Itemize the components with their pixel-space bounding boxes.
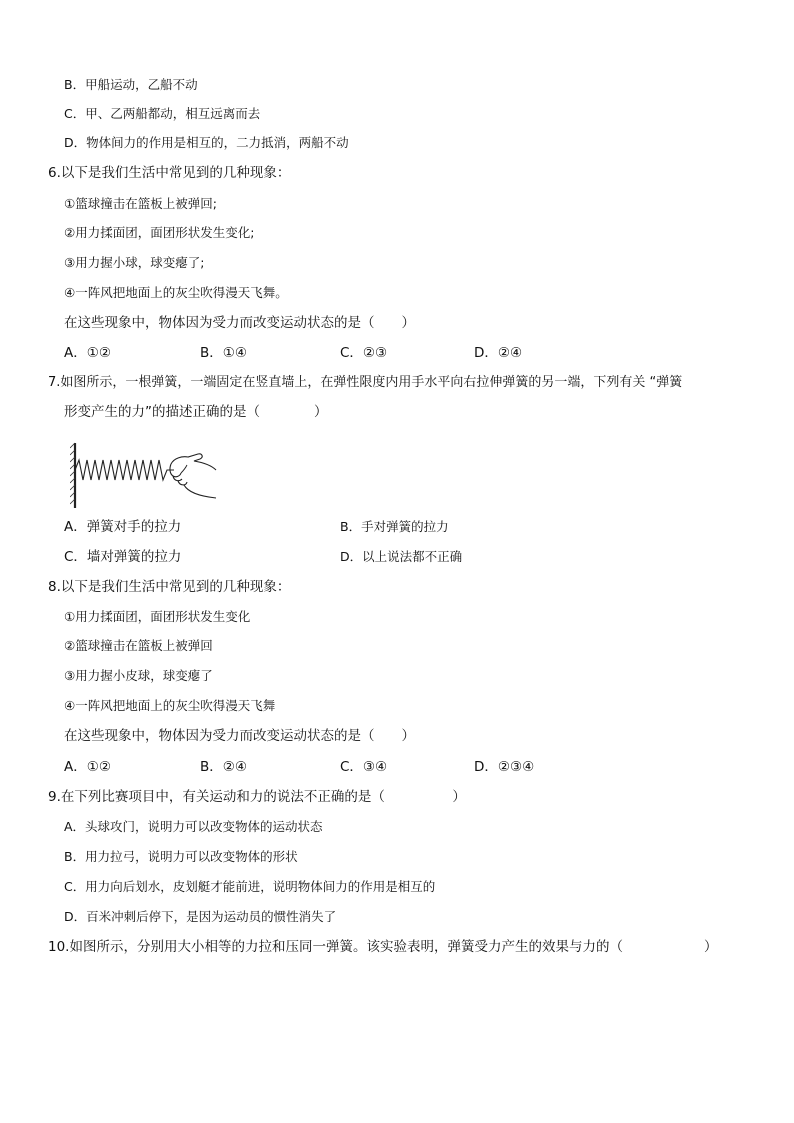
q8-item-3: ③用力握小皮球，球变瘪了 <box>64 668 213 683</box>
q8-question: 在这些现象中，物体因为受力而改变运动状态的是（ ） <box>64 728 415 744</box>
q5-option-b: B．甲船运动，乙船不动 <box>64 77 198 92</box>
q10-stem: 10.如图所示，分别用大小相等的力拉和压同一弹簧。该实验表明，弹簧受力产生的效果与力的（ ） <box>48 939 718 955</box>
q6-item-4: ④一阵风把地面上的灰尘吹得漫天飞舞。 <box>64 285 288 300</box>
q9-option-d: D．百米冲刺后停下，是因为运动员的惯性消失了 <box>64 909 337 924</box>
q7-stem-line1: 7.如图所示，一根弹簧，一端固定在竖直墙上，在弹性限度内用手水平向右拉伸弹簧的另一端，下列有关 “弹簧 <box>48 375 683 390</box>
q7-option-c: C．墙对弹簧的拉力 <box>64 549 182 565</box>
q8-stem: 8.以下是我们生活中常见到的几种现象： <box>48 579 291 595</box>
q9-option-a: A．头球攻门，说明力可以改变物体的运动状态 <box>64 819 323 834</box>
q6-option-d: D．②④ <box>474 345 523 361</box>
q8-option-a: A．①② <box>64 759 111 775</box>
q6-option-c: C．②③ <box>340 345 388 361</box>
q6-question: 在这些现象中，物体因为受力而改变运动状态的是（ ） <box>64 315 415 331</box>
q7-option-d: D．以上说法都不正确 <box>340 549 463 564</box>
q7-option-b: B．手对弹簧的拉力 <box>340 519 449 534</box>
q6-item-3: ③用力握小球，球变瘪了; <box>64 255 205 270</box>
q8-item-4: ④一阵风把地面上的灰尘吹得漫天飞舞 <box>64 698 276 713</box>
q9-stem: 9.在下列比赛项目中，有关运动和力的说法不正确的是（ ） <box>48 789 466 805</box>
q8-item-2: ②篮球撞击在篮板上被弹回 <box>64 638 213 653</box>
q6-item-1: ①篮球撞击在篮板上被弹回; <box>64 196 217 211</box>
q6-option-b: B．①④ <box>200 345 247 361</box>
q9-option-b: B．用力拉弓，说明力可以改变物体的形状 <box>64 849 298 864</box>
q5-option-c: C．甲、乙两船都动，相互远离而去 <box>64 106 261 121</box>
q8-option-c: C．③④ <box>340 759 388 775</box>
q7-stem-line2: 形变产生的力”的描述正确的是（ ） <box>64 404 328 420</box>
q7-option-a: A．弹簧对手的拉力 <box>64 519 182 535</box>
spring-hand-figure <box>70 440 220 512</box>
q9-option-c: C．用力向后划水，皮划艇才能前进，说明物体间力的作用是相互的 <box>64 879 436 894</box>
q6-stem: 6.以下是我们生活中常见到的几种现象： <box>48 165 291 181</box>
q8-option-b: B．②④ <box>200 759 247 775</box>
q5-option-d: D．物体间力的作用是相互的，二力抵消，两船不动 <box>64 135 349 150</box>
q6-item-2: ②用力揉面团，面团形状发生变化; <box>64 225 255 240</box>
q8-item-1: ①用力揉面团，面团形状发生变化 <box>64 609 251 624</box>
q8-option-d: D．②③④ <box>474 759 535 775</box>
q6-option-a: A．①② <box>64 345 111 361</box>
